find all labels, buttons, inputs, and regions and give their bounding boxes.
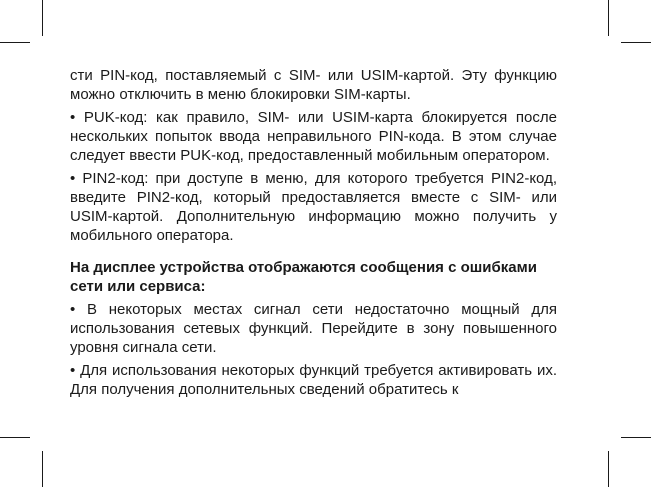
crop-mark [621,42,651,43]
crop-mark [608,0,609,36]
section-heading: На дисплее устройства отображаются сообщения с ошибками сети или сервиса: [70,259,537,295]
crop-mark [621,437,651,438]
paragraph-puk-code: • PUK-код: как правило, SIM- или USIM-карта блокируется после нескольких попыток ввода неправильного PIN-кода. В этом случае следует ввести PUK-код, предоставленный мобильным оператором. [70,109,557,164]
crop-mark [42,451,43,487]
crop-mark [608,451,609,487]
paragraph-pin2-code: • PIN2-код: при доступе в меню, для которого требуется PIN2-код, введите PIN2-код, который предоставляется вместе с SIM- или USIM-картой. Дополнительную информацию можно получить у мобильного оператора. [70,170,557,244]
paragraph-activate-functions: • Для использования некоторых функций требуется активировать их. Для получения дополнительных сведений обратитесь к [70,362,557,398]
crop-mark [42,0,43,36]
manual-page-body [70,66,557,399]
paragraph-weak-signal: • В некоторых местах сигнал сети недостаточно мощный для использования сетевых функций. Перейдите в зону повышенного уровня сигнала сети. [70,301,557,356]
crop-mark [0,437,30,438]
crop-mark [0,42,30,43]
paragraph-pin-code: сти PIN-код, поставляемый с SIM- или USIM-картой. Эту функцию можно отключить в меню блокировки SIM-карты. [70,67,557,103]
